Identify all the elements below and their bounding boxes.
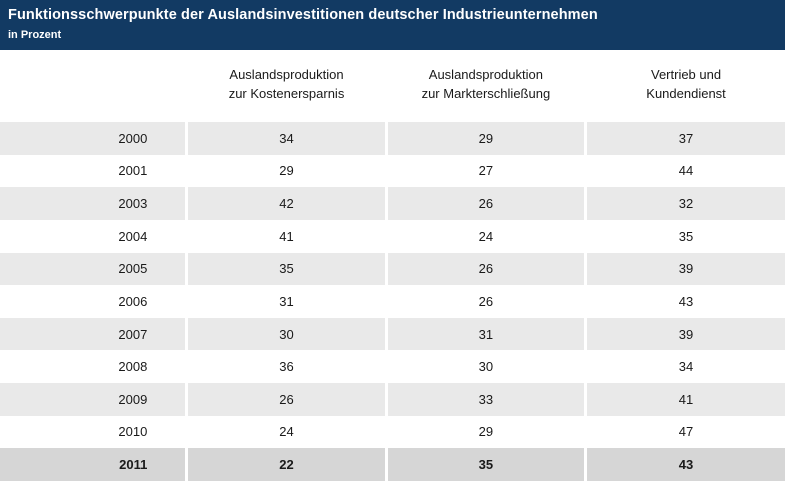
cell-markterschliessung: 33 [386, 383, 585, 416]
column-header-kostenersparnis-line2: zur Kostenersparnis [228, 86, 345, 101]
cell-kostenersparnis: 34 [187, 122, 386, 155]
column-header-vertrieb [586, 50, 785, 122]
cell-kostenersparnis: 24 [187, 416, 386, 449]
cell-vertrieb: 39 [586, 318, 785, 351]
cell-vertrieb: 43 [586, 285, 785, 318]
column-header-markterschliessung-line1: Auslandsproduktion [428, 67, 543, 82]
cell-year: 2001 [0, 155, 187, 188]
cell-markterschliessung: 24 [386, 220, 585, 253]
column-header-kostenersparnis-line1: Auslandsproduktion [229, 67, 344, 82]
column-header-markterschliessung-line2: zur Markterschließung [421, 86, 551, 101]
cell-kostenersparnis: 22 [187, 448, 386, 481]
cell-kostenersparnis: 41 [187, 220, 386, 253]
table-row [0, 350, 785, 383]
cell-markterschliessung: 26 [386, 187, 585, 220]
table-row [0, 187, 785, 220]
cell-markterschliessung: 35 [386, 448, 585, 481]
cell-year: 2011 [0, 448, 187, 481]
table-body [0, 122, 785, 481]
cell-markterschliessung: 31 [386, 318, 585, 351]
cell-year: 2000 [0, 122, 187, 155]
cell-kostenersparnis: 35 [187, 253, 386, 286]
table-row [0, 253, 785, 286]
cell-vertrieb: 34 [586, 350, 785, 383]
cell-vertrieb: 39 [586, 253, 785, 286]
cell-year: 2009 [0, 383, 187, 416]
column-header-vertrieb-line2: Kundendienst [646, 86, 726, 101]
cell-markterschliessung: 26 [386, 285, 585, 318]
cell-markterschliessung: 29 [386, 416, 585, 449]
table-row [0, 416, 785, 449]
cell-year: 2003 [0, 187, 187, 220]
column-header-vertrieb-line1: Vertrieb und [650, 67, 722, 82]
column-header-year [0, 50, 187, 122]
widget-header [0, 0, 785, 50]
cell-markterschliessung: 26 [386, 253, 585, 286]
table-row [0, 285, 785, 318]
cell-kostenersparnis: 42 [187, 187, 386, 220]
cell-year: 2010 [0, 416, 187, 449]
cell-markterschliessung: 29 [386, 122, 585, 155]
cell-vertrieb: 35 [586, 220, 785, 253]
cell-kostenersparnis: 30 [187, 318, 386, 351]
cell-vertrieb: 41 [586, 383, 785, 416]
page-title: Funktionsschwerpunkte der Auslandsinvestitionen deutscher Industrieunternehmen [8, 7, 598, 23]
cell-year: 2005 [0, 253, 187, 286]
cell-kostenersparnis: 31 [187, 285, 386, 318]
cell-year: 2007 [0, 318, 187, 351]
column-header-kostenersparnis [187, 50, 386, 122]
cell-vertrieb: 43 [586, 448, 785, 481]
table-container [0, 50, 785, 481]
cell-kostenersparnis: 36 [187, 350, 386, 383]
cell-year: 2004 [0, 220, 187, 253]
cell-year: 2006 [0, 285, 187, 318]
cell-kostenersparnis: 29 [187, 155, 386, 188]
table-row [0, 318, 785, 351]
cell-vertrieb: 37 [586, 122, 785, 155]
data-table [0, 50, 785, 481]
table-row [0, 122, 785, 155]
table-header-row [0, 50, 785, 122]
cell-vertrieb: 44 [586, 155, 785, 188]
cell-vertrieb: 32 [586, 187, 785, 220]
cell-kostenersparnis: 26 [187, 383, 386, 416]
cell-vertrieb: 47 [586, 416, 785, 449]
column-header-markterschliessung [386, 50, 585, 122]
cell-markterschliessung: 30 [386, 350, 585, 383]
cell-markterschliessung: 27 [386, 155, 585, 188]
table-row [0, 155, 785, 188]
table-row [0, 220, 785, 253]
unit-label: in Prozent [8, 29, 62, 41]
table-row [0, 383, 785, 416]
cell-year: 2008 [0, 350, 187, 383]
table-row [0, 448, 785, 481]
